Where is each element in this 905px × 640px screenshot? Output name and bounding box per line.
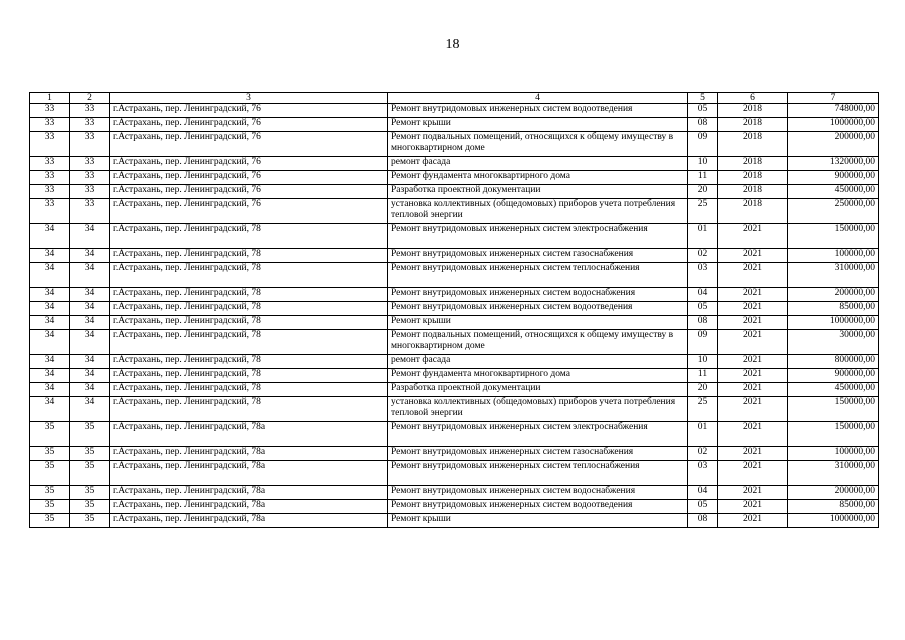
work-code-cell: 01 [688, 422, 718, 447]
cost-cell: 450000,00 [788, 383, 879, 397]
house-number-cell: 34 [70, 355, 110, 369]
work-type-cell: Ремонт фундамента многоквартирного дома [388, 171, 688, 185]
year-cell: 2018 [718, 185, 788, 199]
work-type-cell: Ремонт внутридомовых инженерных систем электроснабжения [388, 422, 688, 447]
table-row [30, 118, 879, 132]
year-cell: 2021 [718, 369, 788, 383]
table-row [30, 461, 879, 486]
cost-cell: 85000,00 [788, 500, 879, 514]
work-code-cell: 09 [688, 330, 718, 355]
year-cell: 2021 [718, 330, 788, 355]
row-number-cell: 33 [30, 171, 70, 185]
row-number-cell: 34 [30, 224, 70, 249]
address-cell: г.Астрахань, пер. Ленинградский, 76 [110, 104, 388, 118]
address-cell: г.Астрахань, пер. Ленинградский, 78 [110, 383, 388, 397]
year-cell: 2018 [718, 104, 788, 118]
house-number-cell: 34 [70, 288, 110, 302]
table-row [30, 422, 879, 447]
work-type-cell: Разработка проектной документации [388, 383, 688, 397]
work-code-cell: 02 [688, 447, 718, 461]
table-row [30, 397, 879, 422]
row-number-cell: 34 [30, 288, 70, 302]
work-type-cell: Ремонт внутридомовых инженерных систем водоотведения [388, 104, 688, 118]
work-type-cell: Ремонт внутридомовых инженерных систем электроснабжения [388, 224, 688, 249]
address-cell: г.Астрахань, пер. Ленинградский, 76 [110, 132, 388, 157]
cost-cell: 150000,00 [788, 422, 879, 447]
table-row [30, 199, 879, 224]
work-type-cell: установка коллективных (общедомовых) приборов учета потребления тепловой энергии [388, 397, 688, 422]
header-cell: 4 [388, 93, 688, 104]
house-number-cell: 34 [70, 397, 110, 422]
row-number-cell: 33 [30, 104, 70, 118]
year-cell: 2018 [718, 199, 788, 224]
year-cell: 2021 [718, 302, 788, 316]
work-code-cell: 04 [688, 486, 718, 500]
work-code-cell: 05 [688, 500, 718, 514]
work-type-cell: ремонт фасада [388, 157, 688, 171]
work-code-cell: 05 [688, 302, 718, 316]
year-cell: 2018 [718, 118, 788, 132]
repair-plan-table [29, 92, 879, 528]
cost-cell: 900000,00 [788, 369, 879, 383]
year-cell: 2021 [718, 514, 788, 528]
work-code-cell: 10 [688, 157, 718, 171]
work-type-cell: Ремонт внутридомовых инженерных систем теплоснабжения [388, 263, 688, 288]
house-number-cell: 34 [70, 224, 110, 249]
cost-cell: 1000000,00 [788, 514, 879, 528]
cost-cell: 748000,00 [788, 104, 879, 118]
work-code-cell: 08 [688, 316, 718, 330]
address-cell: г.Астрахань, пер. Ленинградский, 78 [110, 302, 388, 316]
work-code-cell: 09 [688, 132, 718, 157]
year-cell: 2021 [718, 461, 788, 486]
header-cell: 5 [688, 93, 718, 104]
year-cell: 2018 [718, 171, 788, 185]
work-type-cell: Ремонт подвальных помещений, относящихся к общему имуществу в многоквартирном доме [388, 132, 688, 157]
address-cell: г.Астрахань, пер. Ленинградский, 78 [110, 316, 388, 330]
row-number-cell: 33 [30, 157, 70, 171]
work-code-cell: 08 [688, 514, 718, 528]
house-number-cell: 35 [70, 447, 110, 461]
row-number-cell: 33 [30, 132, 70, 157]
table-row [30, 316, 879, 330]
address-cell: г.Астрахань, пер. Ленинградский, 78 [110, 249, 388, 263]
house-number-cell: 34 [70, 316, 110, 330]
house-number-cell: 33 [70, 157, 110, 171]
table-row [30, 500, 879, 514]
row-number-cell: 35 [30, 514, 70, 528]
address-cell: г.Астрахань, пер. Ленинградский, 76 [110, 199, 388, 224]
work-type-cell: Ремонт подвальных помещений, относящихся к общему имуществу в многоквартирном доме [388, 330, 688, 355]
work-code-cell: 02 [688, 249, 718, 263]
row-number-cell: 34 [30, 263, 70, 288]
cost-cell: 100000,00 [788, 249, 879, 263]
house-number-cell: 33 [70, 132, 110, 157]
work-type-cell: Ремонт внутридомовых инженерных систем водоснабжения [388, 288, 688, 302]
table-row [30, 447, 879, 461]
row-number-cell: 35 [30, 422, 70, 447]
house-number-cell: 34 [70, 383, 110, 397]
header-cell: 6 [718, 93, 788, 104]
row-number-cell: 34 [30, 369, 70, 383]
table-row [30, 249, 879, 263]
address-cell: г.Астрахань, пер. Ленинградский, 78а [110, 486, 388, 500]
header-cell: 7 [788, 93, 879, 104]
house-number-cell: 35 [70, 422, 110, 447]
column-number-row [30, 93, 879, 104]
address-cell: г.Астрахань, пер. Ленинградский, 78а [110, 447, 388, 461]
cost-cell: 800000,00 [788, 355, 879, 369]
table-body [30, 93, 879, 528]
year-cell: 2018 [718, 132, 788, 157]
table-row [30, 355, 879, 369]
cost-cell: 1000000,00 [788, 118, 879, 132]
cost-cell: 200000,00 [788, 132, 879, 157]
address-cell: г.Астрахань, пер. Ленинградский, 78 [110, 355, 388, 369]
work-type-cell: Разработка проектной документации [388, 185, 688, 199]
year-cell: 2021 [718, 422, 788, 447]
row-number-cell: 33 [30, 118, 70, 132]
page-number: 18 [445, 37, 460, 52]
house-number-cell: 34 [70, 369, 110, 383]
work-code-cell: 11 [688, 369, 718, 383]
address-cell: г.Астрахань, пер. Ленинградский, 76 [110, 171, 388, 185]
address-cell: г.Астрахань, пер. Ленинградский, 78 [110, 288, 388, 302]
row-number-cell: 35 [30, 447, 70, 461]
house-number-cell: 34 [70, 330, 110, 355]
header-cell: 2 [70, 93, 110, 104]
house-number-cell: 35 [70, 461, 110, 486]
work-type-cell: установка коллективных (общедомовых) приборов учета потребления тепловой энергии [388, 199, 688, 224]
cost-cell: 1320000,00 [788, 157, 879, 171]
cost-cell: 200000,00 [788, 486, 879, 500]
table-row [30, 302, 879, 316]
header-cell: 3 [110, 93, 388, 104]
work-code-cell: 04 [688, 288, 718, 302]
work-type-cell: Ремонт внутридомовых инженерных систем водоотведения [388, 500, 688, 514]
table-row [30, 157, 879, 171]
cost-cell: 200000,00 [788, 288, 879, 302]
row-number-cell: 33 [30, 185, 70, 199]
year-cell: 2021 [718, 383, 788, 397]
work-code-cell: 01 [688, 224, 718, 249]
row-number-cell: 35 [30, 461, 70, 486]
year-cell: 2018 [718, 157, 788, 171]
address-cell: г.Астрахань, пер. Ленинградский, 78а [110, 461, 388, 486]
year-cell: 2021 [718, 486, 788, 500]
house-number-cell: 35 [70, 500, 110, 514]
cost-cell: 85000,00 [788, 302, 879, 316]
year-cell: 2021 [718, 249, 788, 263]
address-cell: г.Астрахань, пер. Ленинградский, 76 [110, 157, 388, 171]
work-type-cell: Ремонт крыши [388, 118, 688, 132]
year-cell: 2021 [718, 316, 788, 330]
work-code-cell: 10 [688, 355, 718, 369]
work-type-cell: Ремонт внутридомовых инженерных систем водоснабжения [388, 486, 688, 500]
row-number-cell: 34 [30, 249, 70, 263]
work-code-cell: 25 [688, 199, 718, 224]
table-row [30, 383, 879, 397]
row-number-cell: 34 [30, 383, 70, 397]
address-cell: г.Астрахань, пер. Ленинградский, 78 [110, 224, 388, 249]
table-row [30, 288, 879, 302]
year-cell: 2021 [718, 447, 788, 461]
cost-cell: 1000000,00 [788, 316, 879, 330]
house-number-cell: 34 [70, 302, 110, 316]
year-cell: 2021 [718, 355, 788, 369]
work-code-cell: 03 [688, 461, 718, 486]
cost-cell: 900000,00 [788, 171, 879, 185]
year-cell: 2021 [718, 500, 788, 514]
table-row [30, 171, 879, 185]
work-type-cell: Ремонт внутридомовых инженерных систем газоснабжения [388, 249, 688, 263]
year-cell: 2021 [718, 288, 788, 302]
year-cell: 2021 [718, 263, 788, 288]
cost-cell: 310000,00 [788, 263, 879, 288]
work-type-cell: Ремонт внутридомовых инженерных систем водоотведения [388, 302, 688, 316]
house-number-cell: 35 [70, 486, 110, 500]
address-cell: г.Астрахань, пер. Ленинградский, 78 [110, 397, 388, 422]
header-cell: 1 [30, 93, 70, 104]
address-cell: г.Астрахань, пер. Ленинградский, 78а [110, 514, 388, 528]
address-cell: г.Астрахань, пер. Ленинградский, 76 [110, 185, 388, 199]
work-type-cell: Ремонт крыши [388, 514, 688, 528]
house-number-cell: 33 [70, 185, 110, 199]
row-number-cell: 34 [30, 397, 70, 422]
house-number-cell: 34 [70, 249, 110, 263]
table-row [30, 224, 879, 249]
work-type-cell: Ремонт внутридомовых инженерных систем газоснабжения [388, 447, 688, 461]
cost-cell: 450000,00 [788, 185, 879, 199]
work-code-cell: 08 [688, 118, 718, 132]
table-row [30, 104, 879, 118]
house-number-cell: 33 [70, 104, 110, 118]
house-number-cell: 33 [70, 199, 110, 224]
table-row [30, 132, 879, 157]
row-number-cell: 34 [30, 330, 70, 355]
address-cell: г.Астрахань, пер. Ленинградский, 76 [110, 118, 388, 132]
work-code-cell: 25 [688, 397, 718, 422]
table-row [30, 369, 879, 383]
year-cell: 2021 [718, 397, 788, 422]
row-number-cell: 33 [30, 199, 70, 224]
work-type-cell: Ремонт крыши [388, 316, 688, 330]
table-row [30, 185, 879, 199]
cost-cell: 150000,00 [788, 224, 879, 249]
work-code-cell: 20 [688, 185, 718, 199]
work-code-cell: 20 [688, 383, 718, 397]
cost-cell: 100000,00 [788, 447, 879, 461]
house-number-cell: 33 [70, 118, 110, 132]
address-cell: г.Астрахань, пер. Ленинградский, 78 [110, 330, 388, 355]
table-row [30, 514, 879, 528]
row-number-cell: 34 [30, 316, 70, 330]
cost-cell: 310000,00 [788, 461, 879, 486]
work-type-cell: Ремонт фундамента многоквартирного дома [388, 369, 688, 383]
row-number-cell: 35 [30, 486, 70, 500]
work-code-cell: 05 [688, 104, 718, 118]
row-number-cell: 35 [30, 500, 70, 514]
house-number-cell: 34 [70, 263, 110, 288]
work-code-cell: 03 [688, 263, 718, 288]
address-cell: г.Астрахань, пер. Ленинградский, 78а [110, 500, 388, 514]
table-row [30, 330, 879, 355]
table-row [30, 263, 879, 288]
cost-cell: 30000,00 [788, 330, 879, 355]
address-cell: г.Астрахань, пер. Ленинградский, 78 [110, 369, 388, 383]
address-cell: г.Астрахань, пер. Ленинградский, 78 [110, 263, 388, 288]
row-number-cell: 34 [30, 355, 70, 369]
cost-cell: 150000,00 [788, 397, 879, 422]
row-number-cell: 34 [30, 302, 70, 316]
table-row [30, 486, 879, 500]
cost-cell: 250000,00 [788, 199, 879, 224]
house-number-cell: 33 [70, 171, 110, 185]
work-type-cell: ремонт фасада [388, 355, 688, 369]
work-code-cell: 11 [688, 171, 718, 185]
work-type-cell: Ремонт внутридомовых инженерных систем теплоснабжения [388, 461, 688, 486]
address-cell: г.Астрахань, пер. Ленинградский, 78а [110, 422, 388, 447]
year-cell: 2021 [718, 224, 788, 249]
house-number-cell: 35 [70, 514, 110, 528]
